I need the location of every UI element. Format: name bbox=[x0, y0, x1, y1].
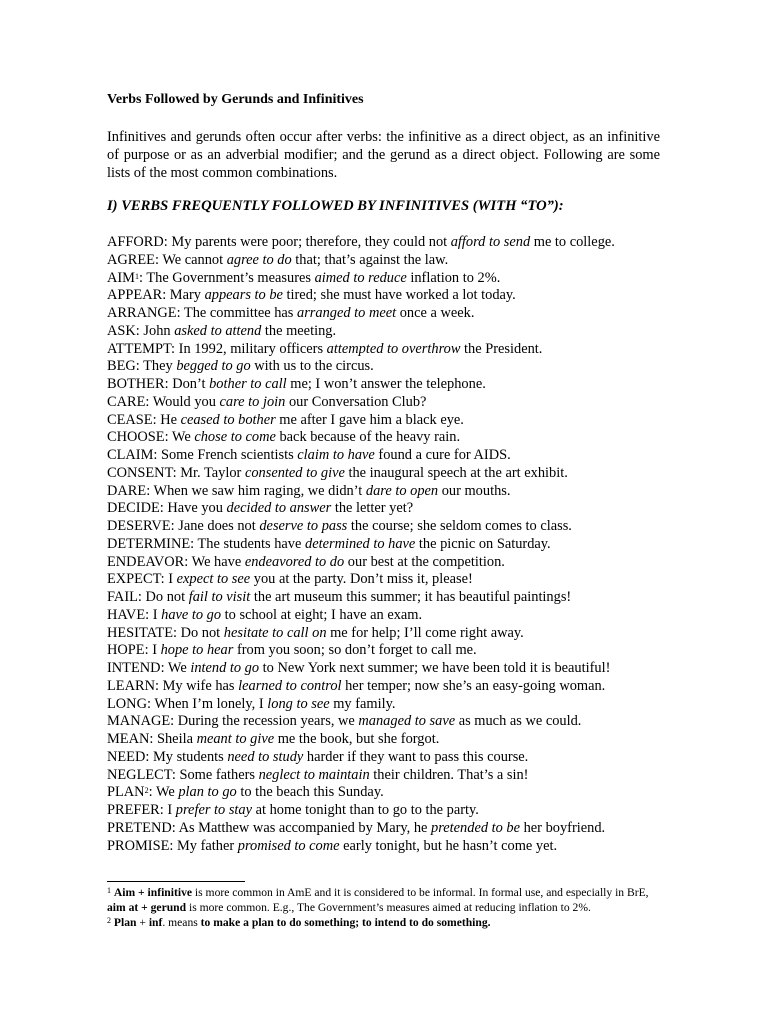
verb-entry: AIM$^1$: The Government’s measures aimed to reduce inflation to 2%. bbox=[107, 269, 501, 286]
example-text: her temper; now she’s an easy-going woman. bbox=[341, 677, 606, 694]
infinitive-phrase: learned to control bbox=[238, 677, 342, 694]
verb-name: BEG bbox=[107, 358, 136, 375]
example-text: Do not bbox=[180, 624, 224, 641]
example-text: My parents were poor; therefore, they could not bbox=[171, 234, 451, 250]
example-text: early tonight, but he hasn’t come yet. bbox=[339, 837, 558, 854]
example-text: found a cure for AIDS. bbox=[374, 447, 511, 463]
example-text: They bbox=[143, 358, 177, 375]
example-text: the letter yet? bbox=[331, 500, 414, 517]
infinitive-phrase: arranged to meet bbox=[297, 305, 397, 321]
verb-name: BOTHER bbox=[107, 376, 165, 392]
infinitive-phrase: aimed to reduce bbox=[314, 269, 407, 286]
document-page bbox=[107, 0, 660, 1024]
example-text: My father bbox=[177, 837, 238, 854]
verb-entry: DECIDE: Have you decided to answer the letter yet? bbox=[107, 500, 414, 517]
verb-name: DARE bbox=[107, 482, 147, 499]
verb-name: PROMISE bbox=[107, 837, 170, 854]
infinitive-phrase: long to see bbox=[267, 695, 330, 712]
verb-name: CLAIM bbox=[107, 447, 154, 463]
infinitive-phrase: need to study bbox=[227, 748, 304, 765]
example-text: from you soon; so don’t forget to call me. bbox=[233, 642, 477, 659]
infinitive-phrase: claim to have bbox=[297, 447, 375, 463]
example-text: Some fathers bbox=[179, 766, 259, 783]
section-heading: I) VERBS FREQUENTLY FOLLOWED BY INFINITIVES (WITH “TO”): bbox=[107, 198, 564, 214]
verb-name: HOPE bbox=[107, 642, 145, 659]
verb-name: FAIL bbox=[107, 589, 138, 605]
example-text: We have bbox=[191, 553, 245, 570]
example-text: Jane does not bbox=[178, 518, 260, 534]
example-text: We bbox=[167, 660, 191, 676]
example-text: We bbox=[171, 429, 195, 446]
example-text: During the recession years, we bbox=[177, 713, 359, 730]
example-text: once a week. bbox=[396, 305, 475, 321]
verb-name: HESITATE bbox=[107, 624, 173, 641]
verb-example-list bbox=[107, 234, 667, 855]
verb-name: LEARN bbox=[107, 677, 155, 694]
verb-entry: INTEND: We intend to go to New York next summer; we have been told it is beautiful! bbox=[107, 660, 611, 676]
verb-entry: DESERVE: Jane does not deserve to pass the course; she seldom comes to class. bbox=[107, 518, 572, 534]
footnote-emphasis: to make a plan to do something; to intend to do something. bbox=[200, 916, 491, 929]
footnote-separator bbox=[107, 881, 245, 882]
infinitive-phrase: plan to go bbox=[178, 784, 237, 801]
verb-entry: DARE: When we saw him raging, we didn’t dare to open our mouths. bbox=[107, 482, 511, 499]
verb-name: DECIDE bbox=[107, 500, 160, 517]
example-text: I bbox=[152, 606, 162, 623]
infinitive-phrase: pretended to be bbox=[431, 819, 520, 836]
infinitive-phrase: have to go bbox=[161, 606, 222, 623]
example-text: As Matthew was accompanied by Mary, he bbox=[178, 819, 432, 836]
example-text: our mouths. bbox=[438, 482, 511, 499]
verb-entry: ENDEAVOR: We have endeavored to do our best at the competition. bbox=[107, 553, 505, 570]
verb-name: HAVE bbox=[107, 606, 146, 623]
example-text: that; that’s against the law. bbox=[291, 251, 449, 268]
infinitive-phrase: prefer to stay bbox=[175, 802, 253, 818]
infinitive-phrase: neglect to maintain bbox=[258, 766, 370, 783]
example-text: We cannot bbox=[162, 251, 227, 268]
verb-entry: MEAN: Sheila meant to give me the book, but she forgot. bbox=[107, 731, 440, 747]
example-text: I bbox=[152, 642, 161, 659]
footnote-reference: 2 bbox=[144, 786, 149, 796]
example-text: In 1992, military officers bbox=[178, 340, 327, 357]
infinitive-phrase: consented to give bbox=[244, 464, 345, 481]
footnote-emphasis: Plan bbox=[113, 916, 137, 929]
example-text: Mr. Taylor bbox=[180, 464, 245, 481]
verb-entry: NEED: My students need to study harder if they want to pass this course. bbox=[107, 748, 529, 765]
example-text: tired; she must have worked a lot today. bbox=[282, 287, 516, 304]
verb-entry: NEGLECT: Some fathers neglect to maintain their children. That’s a sin! bbox=[107, 766, 529, 783]
verb-entry: HESITATE: Do not hesitate to call on me for help; I’ll come right away. bbox=[107, 624, 524, 641]
verb-name: CARE bbox=[107, 393, 146, 410]
infinitive-phrase: intend to go bbox=[190, 660, 260, 676]
verb-entry: FAIL: Do not fail to visit the art museum this summer; it has beautiful paintings! bbox=[107, 589, 572, 605]
example-text: When we saw him raging, we didn’t bbox=[153, 482, 366, 499]
verb-name: LONG bbox=[107, 695, 147, 712]
example-text: my family. bbox=[329, 695, 396, 712]
example-text: Do not bbox=[145, 589, 189, 605]
example-text: the picnic on Saturday. bbox=[415, 535, 551, 552]
footnote-number: 1 bbox=[107, 886, 111, 895]
example-text: the inaugural speech at the art exhibit. bbox=[344, 464, 568, 481]
verb-entry: HAVE: I have to go to school at eight; I have an exam. bbox=[107, 606, 423, 623]
infinitive-phrase: attempted to overthrow bbox=[326, 340, 461, 357]
verb-entry: LONG: When I’m lonely, I long to see my family. bbox=[107, 695, 396, 712]
footnote-number: 2 bbox=[107, 916, 111, 925]
example-text: Don’t bbox=[172, 376, 210, 392]
verb-name: PREFER bbox=[107, 802, 160, 818]
infinitive-phrase: promised to come bbox=[237, 837, 340, 854]
intro-paragraph: Infinitives and gerunds often occur after verbs: the infinitive as a direct object, as an infinitive of purpose or as an adverbial modifier; and the gerund as a direct object. Following are some lists of the most common combinations. bbox=[107, 129, 660, 181]
verb-name: ASK bbox=[107, 322, 136, 339]
infinitive-phrase: hope to hear bbox=[160, 642, 234, 659]
verb-entry: BEG: They begged to go with us to the circus. bbox=[107, 358, 374, 375]
infinitive-phrase: hesitate to call on bbox=[223, 624, 327, 641]
verb-entry: ARRANGE: The committee has arranged to meet once a week. bbox=[107, 305, 475, 321]
example-text: Mary bbox=[169, 287, 205, 304]
footnote bbox=[107, 915, 667, 930]
verb-name: ENDEAVOR bbox=[107, 553, 185, 570]
verb-name: PRETEND bbox=[107, 819, 172, 836]
example-text: Have you bbox=[167, 500, 227, 517]
example-text: I bbox=[168, 571, 177, 588]
verb-name: MANAGE bbox=[107, 713, 171, 730]
verb-name: AGREE bbox=[107, 251, 155, 268]
example-text: to New York next summer; we have been told it is beautiful! bbox=[259, 660, 611, 676]
footnote bbox=[107, 885, 667, 915]
example-text: the meeting. bbox=[261, 322, 337, 339]
example-text: harder if they want to pass this course. bbox=[303, 748, 529, 765]
example-text: the course; she seldom comes to class. bbox=[347, 518, 572, 534]
footnote-text: + bbox=[136, 916, 149, 929]
verb-entry: PROMISE: My father promised to come early tonight, but he hasn’t come yet. bbox=[107, 837, 558, 854]
infinitive-phrase: bother to call bbox=[209, 376, 287, 392]
example-text: our Conversation Club? bbox=[285, 393, 427, 410]
example-text: me; I won’t answer the telephone. bbox=[286, 376, 486, 392]
verb-name: PLAN bbox=[107, 784, 145, 801]
verb-entry: EXPECT: I expect to see you at the party. Don’t miss it, please! bbox=[107, 571, 473, 588]
verb-name: MEAN bbox=[107, 731, 150, 747]
verb-name: NEED bbox=[107, 748, 146, 765]
example-text: to school at eight; I have an exam. bbox=[221, 606, 423, 623]
verb-name: APPEAR bbox=[107, 287, 163, 304]
example-text: When I’m lonely, I bbox=[154, 695, 268, 712]
example-text: their children. That’s a sin! bbox=[369, 766, 529, 783]
example-text: her boyfriend. bbox=[520, 819, 606, 836]
verb-entry: APPEAR: Mary appears to be tired; she must have worked a lot today. bbox=[107, 287, 516, 304]
example-text: with us to the circus. bbox=[250, 358, 374, 375]
verb-entry: ATTEMPT: In 1992, military officers attempted to overthrow the President. bbox=[107, 340, 543, 357]
infinitive-phrase: afford to send bbox=[450, 234, 531, 250]
example-text: We bbox=[155, 784, 179, 801]
verb-entry: BOTHER: Don’t bother to call me; I won’t answer the telephone. bbox=[107, 376, 486, 392]
verb-entry: CONSENT: Mr. Taylor consented to give the inaugural speech at the art exhibit. bbox=[107, 464, 568, 481]
example-text: He bbox=[160, 411, 181, 428]
example-text: Some French scientists bbox=[160, 447, 298, 463]
footnote-text: . means bbox=[162, 916, 201, 929]
verb-name: ATTEMPT bbox=[107, 340, 172, 357]
verb-entry: PREFER: I prefer to stay at home tonight than to go to the party. bbox=[107, 802, 479, 818]
footnote-emphasis: aim at + gerund bbox=[107, 901, 187, 914]
example-text: Would you bbox=[152, 393, 220, 410]
infinitive-phrase: ceased to bother bbox=[180, 411, 276, 428]
example-text: at home tonight than to go to the party. bbox=[252, 802, 479, 818]
infinitive-phrase: dare to open bbox=[365, 482, 439, 499]
verb-entry: CEASE: He ceased to bother me after I gave him a black eye. bbox=[107, 411, 464, 428]
infinitive-phrase: managed to save bbox=[358, 713, 456, 730]
footnote-emphasis: inf bbox=[148, 916, 163, 929]
example-text: inflation to 2%. bbox=[406, 269, 501, 286]
verb-name: AFFORD bbox=[107, 234, 164, 250]
example-text: our best at the competition. bbox=[344, 553, 505, 570]
verb-entry: AGREE: We cannot agree to do that; that’s against the law. bbox=[107, 251, 449, 268]
verb-name: DESERVE bbox=[107, 518, 171, 534]
example-text: as much as we could. bbox=[455, 713, 582, 730]
footnote-text: is more common. E.g., The Government’s measures aimed at reducing inflation to 2%. bbox=[186, 901, 591, 914]
example-text: My wife has bbox=[162, 677, 239, 694]
footnote-reference: 1 bbox=[134, 271, 139, 281]
infinitive-phrase: expect to see bbox=[176, 571, 251, 588]
example-text: back because of the heavy rain. bbox=[275, 429, 461, 446]
infinitive-phrase: asked to attend bbox=[174, 322, 262, 339]
verb-entry: HOPE: I hope to hear from you soon; so don’t forget to call me. bbox=[107, 642, 477, 659]
example-text: you at the party. Don’t miss it, please! bbox=[250, 571, 473, 588]
infinitive-phrase: endeavored to do bbox=[244, 553, 345, 570]
example-text: John bbox=[143, 322, 175, 339]
infinitive-phrase: begged to go bbox=[176, 358, 251, 375]
infinitive-phrase: agree to do bbox=[226, 251, 292, 268]
footnote-text: is more common in AmE and it is considered to be informal. In formal use, and especially in BrE, bbox=[192, 886, 649, 899]
example-text: me to college. bbox=[530, 234, 615, 250]
example-text: My students bbox=[152, 748, 228, 765]
infinitive-phrase: meant to give bbox=[196, 731, 275, 747]
verb-entry: CLAIM: Some French scientists claim to have found a cure for AIDS. bbox=[107, 447, 511, 463]
infinitive-phrase: appears to be bbox=[204, 287, 283, 304]
example-text: The students have bbox=[197, 535, 305, 552]
verb-name: DETERMINE bbox=[107, 535, 191, 552]
infinitive-phrase: deserve to pass bbox=[259, 518, 348, 534]
verb-name: NEGLECT bbox=[107, 766, 172, 783]
verb-name: INTEND bbox=[107, 660, 161, 676]
example-text: I bbox=[167, 802, 176, 818]
infinitive-phrase: determined to have bbox=[305, 535, 416, 552]
verb-entry: LEARN: My wife has learned to control her temper; now she’s an easy-going woman. bbox=[107, 677, 606, 694]
example-text: the art museum this summer; it has beautiful paintings! bbox=[250, 589, 572, 605]
page-title: Verbs Followed by Gerunds and Infinitives bbox=[107, 92, 364, 107]
example-text: to the beach this Sunday. bbox=[236, 784, 384, 801]
example-text: the President. bbox=[460, 340, 543, 357]
verb-entry: CHOOSE: We chose to come back because of the heavy rain. bbox=[107, 429, 461, 446]
verb-entry: AFFORD: My parents were poor; therefore, they could not afford to send me to college. bbox=[107, 234, 615, 250]
infinitive-phrase: care to join bbox=[219, 393, 286, 410]
verb-name: ARRANGE bbox=[107, 305, 177, 321]
verb-name: AIM bbox=[107, 269, 135, 286]
verb-entry: DETERMINE: The students have determined to have the picnic on Saturday. bbox=[107, 535, 551, 552]
example-text: me after I gave him a black eye. bbox=[275, 411, 464, 428]
infinitive-phrase: chose to come bbox=[194, 429, 276, 446]
verb-name: CONSENT bbox=[107, 464, 173, 481]
example-text: me for help; I’ll come right away. bbox=[326, 624, 524, 641]
example-text: The committee has bbox=[183, 305, 297, 321]
example-text: me the book, but she forgot. bbox=[274, 731, 440, 747]
verb-entry: CARE: Would you care to join our Conversation Club? bbox=[107, 393, 427, 410]
verb-name: CEASE bbox=[107, 411, 153, 428]
example-text: Sheila bbox=[156, 731, 197, 747]
verb-entry: ASK: John asked to attend the meeting. bbox=[107, 322, 337, 339]
infinitive-phrase: decided to answer bbox=[226, 500, 332, 517]
verb-entry: PRETEND: As Matthew was accompanied by Mary, he pretended to be her boyfriend. bbox=[107, 819, 606, 836]
verb-entry: MANAGE: During the recession years, we managed to save as much as we could. bbox=[107, 713, 582, 730]
footnotes bbox=[107, 885, 667, 930]
verb-name: EXPECT bbox=[107, 571, 161, 588]
infinitive-phrase: fail to visit bbox=[188, 589, 251, 605]
footnote-emphasis: Aim + infinitive bbox=[113, 886, 193, 899]
verb-name: CHOOSE bbox=[107, 429, 165, 446]
example-text: The Government’s measures bbox=[146, 269, 315, 286]
verb-entry: PLAN$^2$: We plan to go to the beach this Sunday. bbox=[107, 784, 384, 801]
